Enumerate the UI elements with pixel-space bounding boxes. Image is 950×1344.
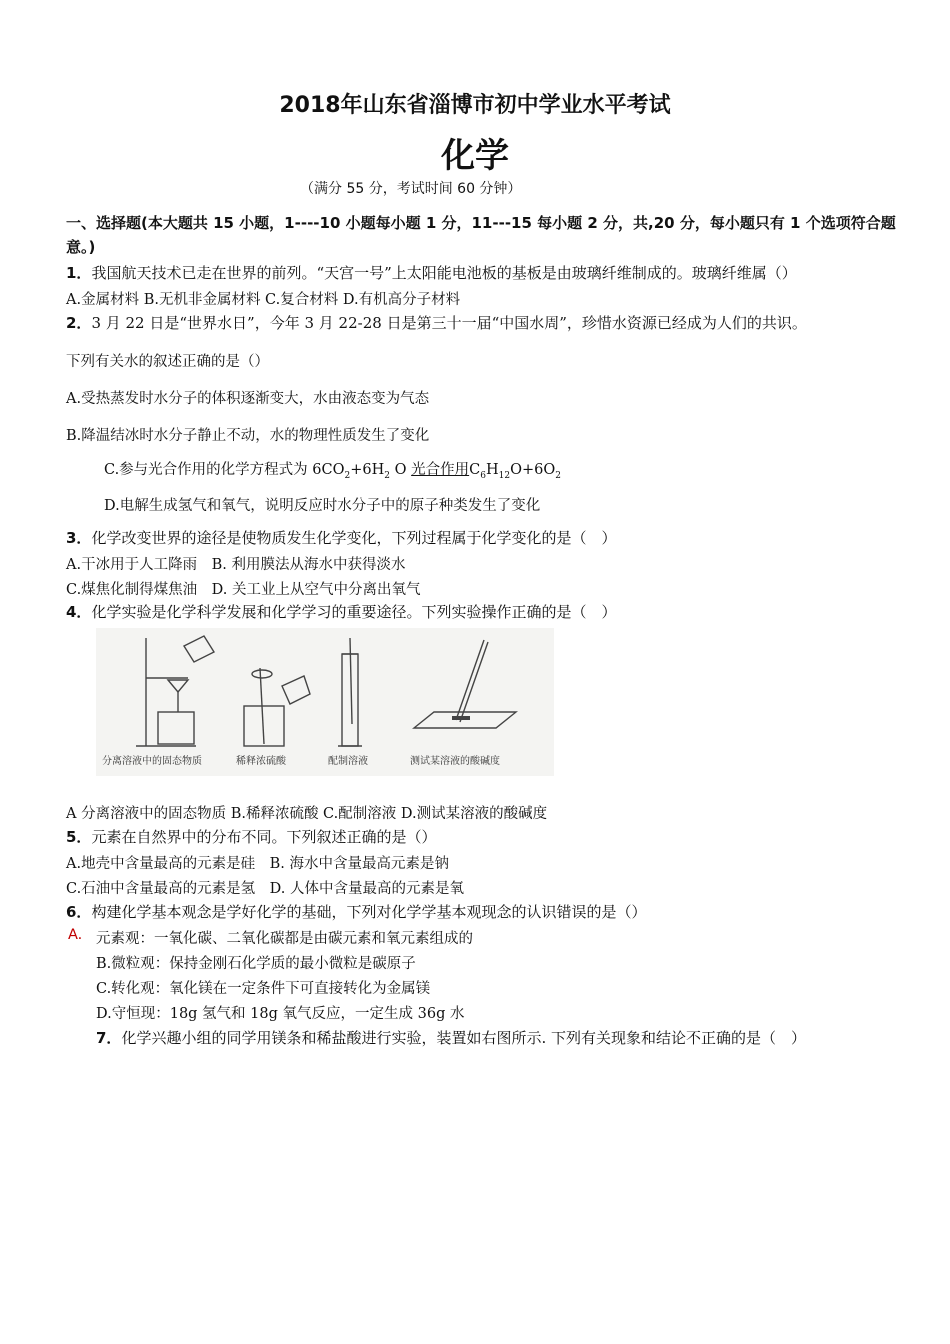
figure-caption-c: 配制溶液 (328, 756, 368, 767)
question-2 (66, 312, 807, 333)
question-2-option-c: C.参与光合作用的化学方程式为 $6CO_2+6H_2$ O 光合作用$C_6H_{12}O+6O_2$ (104, 462, 561, 481)
question-6-option-d: D.守恒现：18g 氢气和 18g 氧气反应，一定生成 36g 水 (96, 1006, 465, 1022)
question-number: 4． (66, 603, 92, 621)
question-number: 1． (66, 264, 92, 282)
figure-caption-d: 测试某溶液的酸碱度 (410, 756, 500, 767)
question-5-options-2: C.石油中含量最高的元素是氢 D. 人体中含量最高的元素是氧 (66, 881, 465, 897)
question-5-options-1: A.地壳中含量最高的元素是硅 B. 海水中含量最高元素是钠 (66, 856, 449, 872)
reaction-condition: 光合作用 (411, 462, 470, 478)
question-stem: 化学兴趣小组的同学用镁条和稀盐酸进行实验，装置如右图所示. 下列有关现象和结论不正确的是（ ） (121, 1029, 806, 1047)
lab-apparatus-figure (96, 628, 554, 776)
question-4 (66, 601, 616, 622)
question-7 (96, 1027, 806, 1048)
question-6 (66, 901, 646, 922)
question-stem: 3 月 22 日是“世界水日”，今年 3 月 22-28 日是第三十一届“中国水周”，珍惜水资源已经成为人们的共识。 (91, 314, 807, 332)
question-number: 5． (66, 828, 92, 846)
question-5 (66, 826, 436, 847)
question-6-option-c: C.转化观：氧化镁在一定条件下可直接转化为金属镁 (96, 981, 431, 997)
figure-caption-b: 稀释浓硫酸 (236, 756, 286, 767)
question-2-option-a: A.受热蒸发时水分子的体积逐渐变大，水由液态变为气态 (66, 391, 430, 407)
question-number: 3． (66, 529, 92, 547)
question-number: 7． (96, 1029, 122, 1047)
question-2-stem-cont: 下列有关水的叙述正确的是（） (66, 354, 269, 370)
question-stem: 我国航天技术已走在世界的前列。“天宫一号”上太阳能电池板的基板是由玻璃纤维制成的。玻璃纤维属（） (91, 264, 797, 282)
question-6-option-a-label: A. (68, 927, 83, 943)
question-6-option-a: 元素观：一氧化碳、二氧化碳都是由碳元素和氧元素组成的 (96, 931, 473, 947)
question-stem: 化学改变世界的途径是使物质发生化学变化，下列过程属于化学变化的是（ ） (91, 529, 617, 547)
question-number: 2． (66, 314, 92, 332)
question-3 (66, 527, 616, 548)
question-1 (66, 262, 797, 283)
exam-title: 2018年山东省淄博市初中学业水平考试 (279, 93, 671, 118)
question-stem: 元素在自然界中的分布不同。下列叙述正确的是（） (91, 828, 437, 846)
question-stem: 化学实验是化学科学发展和化学学习的重要途径。下列实验操作正确的是（ ） (91, 603, 617, 621)
section-heading-cont: 意。) (66, 238, 96, 256)
question-2-option-d: D.电解生成氢气和氧气，说明反应时水分子中的原子种类发生了变化 (104, 498, 541, 514)
section-heading: 一、选择题(本大题共 15 小题，1----10 小题每小题 1 分，11---15 每小题 2 分，共,20 分，每小题只有 1 个选项符合题 (66, 214, 896, 232)
subject-title: 化学 (441, 136, 509, 176)
question-3-options-1: A.干冰用于人工降雨 B. 利用膜法从海水中获得淡水 (66, 557, 406, 573)
figure-caption-a: 分离溶液中的固态物质 (102, 756, 202, 767)
exam-note: （满分 55 分，考试时间 60 分钟） (300, 181, 522, 197)
question-4-options: A 分离溶液中的固态物质 B.稀释浓硫酸 C.配制溶液 D.测试某溶液的酸碱度 (66, 806, 548, 822)
question-6-option-b: B.微粒观：保持金刚石化学质的最小微粒是碳原子 (96, 956, 416, 972)
question-2-option-b: B.降温结冰时水分子静止不动，水的物理性质发生了变化 (66, 428, 430, 444)
question-stem: 构建化学基本观念是学好化学的基础，下列对化学学基本观现念的认识错误的是（） (91, 903, 647, 921)
question-number: 6． (66, 903, 92, 921)
question-1-options: A.金属材料 B.无机非金属材料 C.复合材料 D.有机高分子材料 (66, 292, 461, 308)
question-3-options-2: C.煤焦化制得煤焦油 D. 关工业上从空气中分离出氧气 (66, 582, 421, 598)
